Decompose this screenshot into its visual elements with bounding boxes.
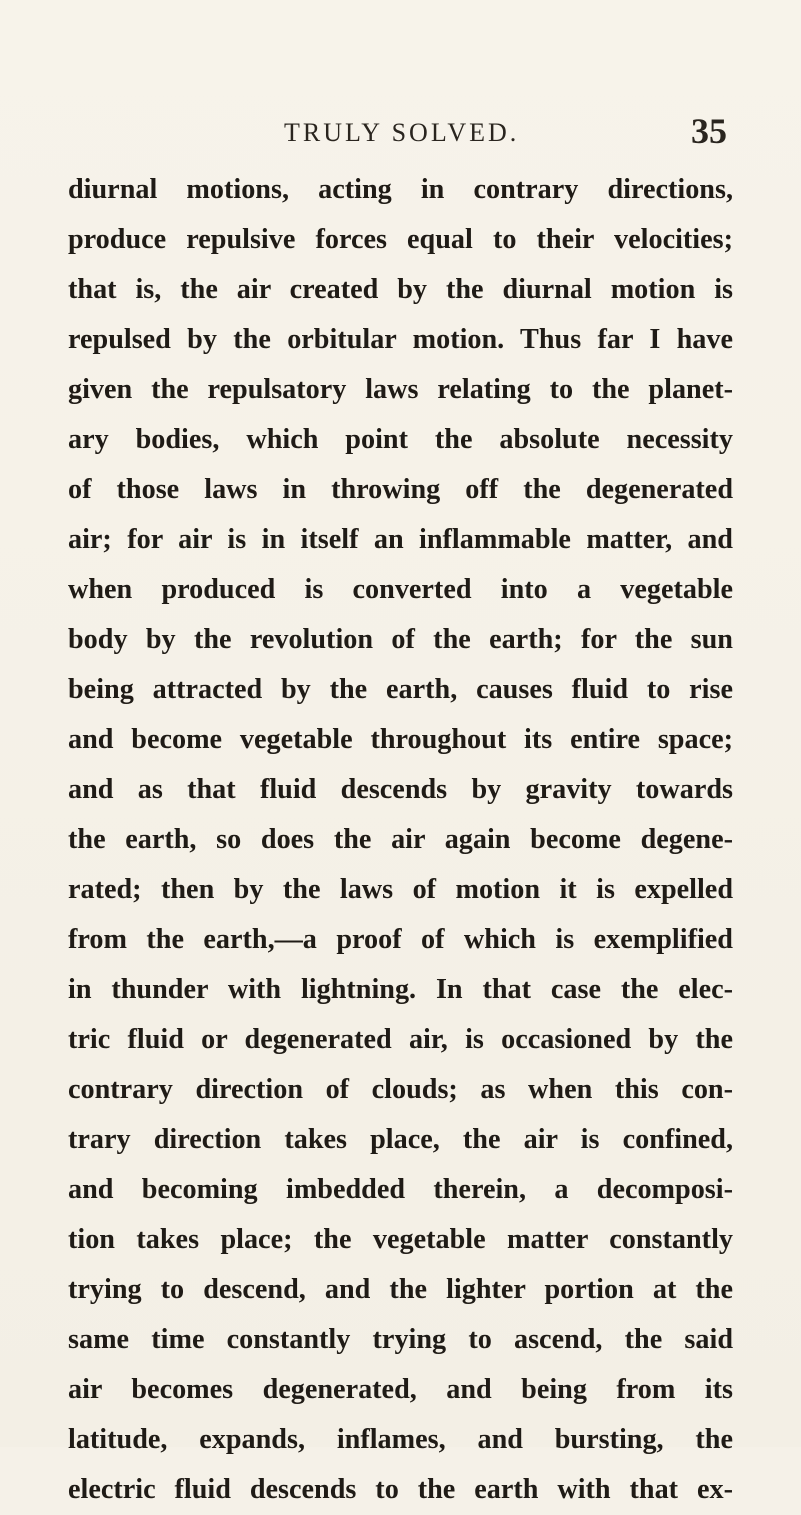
text-line: diurnal motions, acting in contrary directions, [68,174,733,205]
text-line: body by the revolution of the earth; for the sun [68,624,733,655]
text-line: and become vegetable throughout its entire space; [68,724,733,755]
text-line: being attracted by the earth, causes fluid to rise [68,674,733,705]
text-line: latitude, expands, inflames, and bursting, the [68,1424,733,1455]
text-line: and as that fluid descends by gravity towards [68,774,733,805]
text-line: tion takes place; the vegetable matter constantly [68,1224,733,1255]
page-header [0,111,801,158]
text-line: same time constantly trying to ascend, the said [68,1324,733,1355]
text-line: tric fluid or degenerated air, is occasioned by the [68,1024,733,1055]
text-line: given the repulsatory laws relating to the planet- [68,374,733,405]
text-line: of those laws in throwing off the degenerated [68,474,733,505]
text-line: rated; then by the laws of motion it is expelled [68,874,733,905]
text-line: air becomes degenerated, and being from its [68,1374,733,1405]
running-head: TRULY SOLVED. [284,118,520,147]
text-line: from the earth,—a proof of which is exemplified [68,924,733,955]
body-text [68,165,733,1515]
text-line: repulsed by the orbitular motion. Thus far I have [68,324,733,355]
text-line: contrary direction of clouds; as when this con- [68,1074,733,1105]
text-line: produce repulsive forces equal to their velocities; [68,224,733,255]
text-line: trary direction takes place, the air is confined, [68,1124,733,1155]
text-line: and becoming imbedded therein, a decomposi- [68,1174,733,1205]
text-line: when produced is converted into a vegetable [68,574,733,605]
text-line: the earth, so does the air again become degene- [68,824,733,855]
text-line: ary bodies, which point the absolute necessity [68,424,733,455]
page-number: 35 [691,111,727,151]
text-line: electric fluid descends to the earth with that ex- [68,1474,733,1505]
text-line: that is, the air created by the diurnal motion is [68,274,733,305]
text-line: trying to descend, and the lighter portion at the [68,1274,733,1305]
text-line: in thunder with lightning. In that case the elec- [68,974,733,1005]
text-line: air; for air is in itself an inflammable matter, and [68,524,733,555]
